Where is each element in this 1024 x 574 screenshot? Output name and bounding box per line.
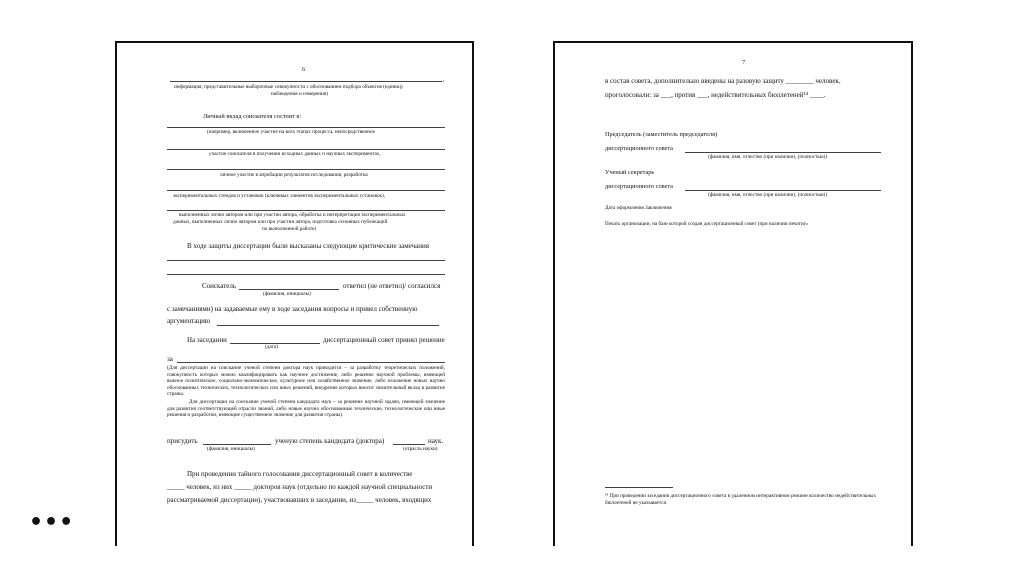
caption: выполненных лично автором или при участии автора, обработка и интерпретация экспериментальных bbox=[179, 212, 406, 218]
stamp-text: Печать организации, на базе которой создан диссертационный совет (при наличии печати)» bbox=[605, 221, 808, 227]
blank-line bbox=[217, 325, 439, 326]
caption: наблюдения и измерения) bbox=[271, 91, 328, 97]
page-number: 7 bbox=[742, 59, 746, 66]
caption: (отрасль науки) bbox=[403, 446, 438, 452]
paragraph: проголосовали: за ___, против ___, недействительных бюллетеней¹⁴ ____. bbox=[605, 91, 826, 99]
blank-line bbox=[167, 190, 445, 191]
paragraph: _____ человек, из них _____ докторов наук (отдельно по каждой научной специальности bbox=[167, 483, 433, 491]
paragraph: рассматриваемой диссертации), участвовавших в заседании, из_____ человек, входящих bbox=[167, 496, 432, 504]
paragraph: в состав совета, дополнительно введены на разовую защиту ________ человек, bbox=[605, 77, 841, 85]
award-middle: ученую степень кандидата (доктора) bbox=[275, 437, 385, 445]
blank-line bbox=[167, 169, 445, 170]
blank-line bbox=[239, 289, 339, 290]
caption: личное участие в апробации результатов исследования, разработка bbox=[220, 172, 368, 178]
caption: экспериментальных стендов и установок (ключевых элементов экспериментальных установок), bbox=[173, 193, 386, 199]
blank-line bbox=[203, 444, 271, 445]
za-label: за bbox=[167, 355, 173, 363]
conclusion-date: Дата оформления Заключения bbox=[605, 205, 672, 211]
applicant-answer: ответил (не ответил)/ согласился bbox=[343, 282, 441, 290]
caption: участие соискателя в получении исходных данных и научных экспериментах, bbox=[209, 151, 381, 157]
caption: (фамилия, имя, отчество (при наличии), (полностью)) bbox=[708, 192, 828, 198]
meeting-label: На заседании bbox=[187, 336, 227, 344]
award-prefix: присудить bbox=[167, 437, 198, 445]
applicant-label: Соискатель bbox=[202, 282, 237, 290]
paragraph: с замечаниями) на задаваемые ему в ходе заседания вопросы и привел собственную bbox=[167, 305, 418, 313]
meeting-decision: диссертационный совет принял решение bbox=[323, 336, 445, 344]
caption: информация, представительные выборочные совокупности с обоснованием подбора объектов (единиц) bbox=[174, 84, 403, 90]
punctuation: , bbox=[443, 76, 445, 83]
blank-line bbox=[393, 444, 425, 445]
footnote: ¹⁴ При проведении заседания диссертационного совета в удаленном интерактивном режиме количество недействительных бюллетеней не указывается. bbox=[605, 493, 877, 506]
page-number: 6 bbox=[302, 66, 306, 73]
caption: по выполненной работе) bbox=[262, 226, 317, 232]
secretary-council: диссертационного совета bbox=[605, 183, 673, 190]
paragraph: При проведении тайного голосования диссертационный совет в количестве bbox=[187, 470, 413, 478]
blank-line bbox=[167, 127, 445, 128]
chair-council: диссертационного совета bbox=[605, 145, 673, 152]
blank-line bbox=[167, 260, 445, 261]
caption: (дата) bbox=[265, 344, 278, 350]
footnote-divider bbox=[605, 487, 673, 488]
paragraph: аргументацию bbox=[167, 317, 211, 325]
section-heading: Личный вклад соискателя состоит в: bbox=[203, 113, 302, 120]
caption: (фамилия, имя, отчество (при наличии), (полностью)) bbox=[708, 154, 828, 160]
blank-line bbox=[170, 81, 442, 82]
caption: (фамилия, инициалы) bbox=[207, 446, 255, 452]
secretary-label: Ученый секретарь bbox=[605, 169, 655, 176]
blank-line bbox=[167, 274, 445, 275]
caption: (например, включенное участие на всех этапах процесса, непосредственное bbox=[207, 129, 375, 135]
paragraph: В ходе защиты диссертации были высказаны следующие критические замечания bbox=[187, 242, 429, 250]
caption: данных, выполненных лично автором или при участии автора, подготовка основных публикаций bbox=[173, 219, 388, 225]
more-indicator[interactable]: ••• bbox=[29, 510, 75, 535]
award-suffix: наук. bbox=[428, 437, 444, 445]
blank-line bbox=[167, 210, 445, 211]
blank-line bbox=[685, 190, 881, 191]
chair-label: Председатель (заместитель председателя) bbox=[605, 131, 718, 138]
caption: (фамилия, инициалы) bbox=[263, 291, 311, 297]
document-page-7 bbox=[553, 41, 913, 546]
note-paragraph: Для диссертации на соискание ученой степени кандидата наук – за решение научной задачи, имеющей значение для развития соответствующей отрасли знаний, либо новые научно обоснованные технические, технологические или иные решения и разработки, имеющие существенное значение для развития страны). bbox=[167, 399, 445, 418]
blank-line bbox=[167, 149, 445, 150]
document-page-6 bbox=[115, 41, 474, 546]
blank-line bbox=[177, 362, 445, 363]
note-paragraph: (Для диссертации на соискание ученой степени доктора наук приводится – за разработку теоретических положений, совокупность которых можно квалифицировать как научное достижение, либо решение научной проблемы, имеющей важное политическое, социально-экономическое, культурное или хозяйственное значение, либо изложение новых научно обоснованных технических, технологических или иных решений, внедрение которых вносит значительный вклад в развитие страны. bbox=[167, 365, 445, 397]
blank-line bbox=[685, 152, 881, 153]
